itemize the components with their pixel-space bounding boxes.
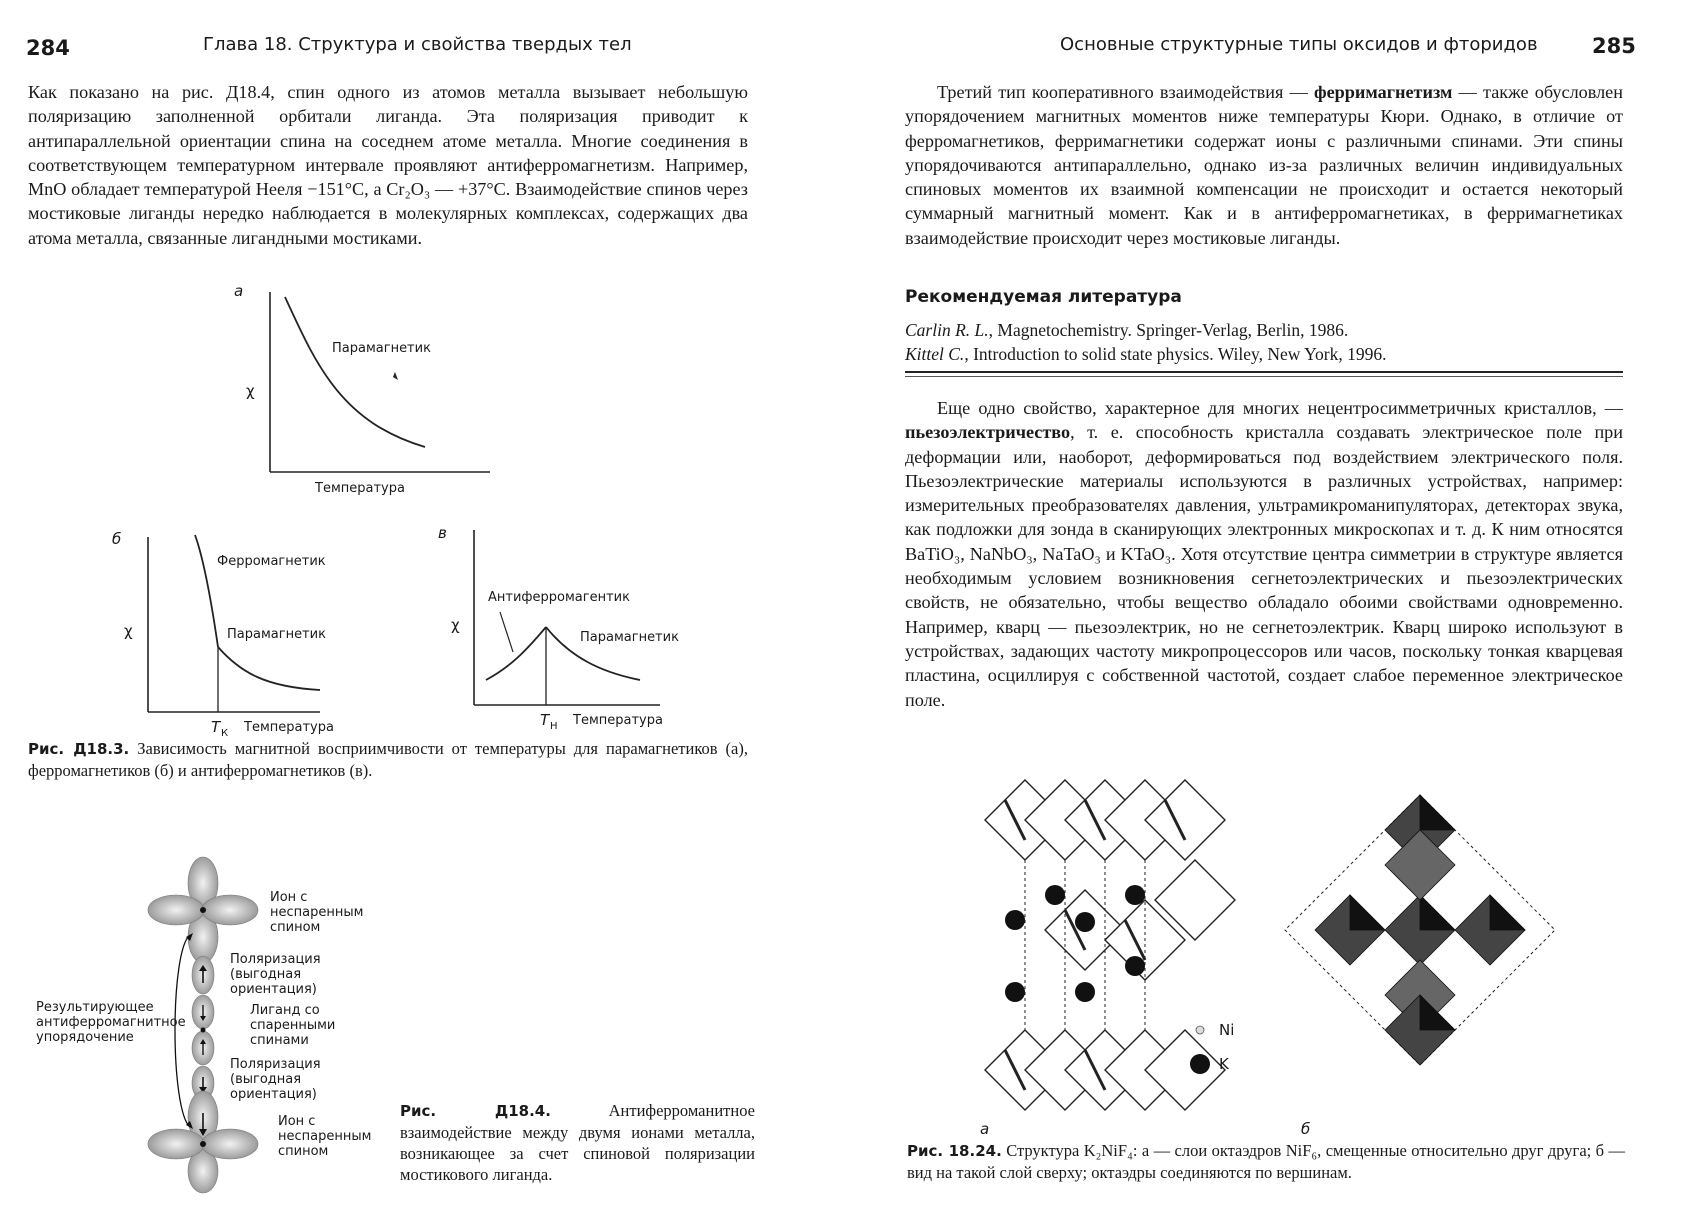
panel-c-letter: в xyxy=(438,524,447,542)
svg-text:антиферромагнитное: антиферромагнитное xyxy=(36,1015,186,1030)
svg-text:(выгодная: (выгодная xyxy=(230,1072,302,1087)
structure-letter-b: б xyxy=(1301,1120,1311,1138)
panel-c xyxy=(438,524,679,732)
svg-text:Ион с: Ион с xyxy=(278,1114,316,1129)
figure-18-24-caption xyxy=(907,1140,1625,1183)
svg-text:Ион с: Ион с xyxy=(270,890,308,905)
label-ligand xyxy=(250,1003,335,1048)
panel-b-ferro-curve xyxy=(195,535,218,647)
section-rule-top xyxy=(905,371,1623,373)
panel-c-pointer xyxy=(500,612,513,652)
legend-k-marker xyxy=(1190,1054,1210,1074)
left-running-head: Глава 18. Структура и свойства твердых тел xyxy=(203,34,632,55)
panel-c-antiferro-label: Антиферромагентик xyxy=(488,590,630,605)
result-bracket-arrow xyxy=(175,935,190,1127)
panel-c-antiferro-curve xyxy=(486,627,546,680)
svg-text:спином: спином xyxy=(278,1144,329,1159)
polarization-top-lobe xyxy=(192,956,214,994)
piezoelectricity-paragraph: Еще одно свойство, характерное для многих нецентросимметричных кристаллов, — пьезоэлектричество, т. е. способность кристалла создавать электрическое поле при деформации или, наоборот, деформироваться под воздействием электрического поля. Пьезоэлектрические материалы используются в различных устройствах, например: измерительных преобразователях давления, ультрамикроманипуляторах, детекторах звука, как подложки для зонда в сканирующих электронных микроскопах и т. д. К ним относятся BaTiO₃, NaNbO₃, NaTaO₃ и KTaO₃. Хотя отсутствие центра симметрии в структуре является необходимым условием возникновения сегнетоэлектрических и пьезоэлектрических свойств, не обязательно, чтобы вещество обладало обоими свойствами одновременно. Например, кварц — пьезоэлектрик, но не сегнетоэлектрик. Кварц широко используют в устройствах, задающих частоту микропроцессоров или часов, поскольку тонкая кварцевая пластина, осциллируя с собственной частотой, создает слабое переменное электрическое поле. xyxy=(905,398,1623,710)
label-ion-top xyxy=(270,890,363,935)
svg-text:спаренными: спаренными xyxy=(250,1018,336,1033)
panel-a-x-axis: Температура xyxy=(315,481,405,496)
literature-list xyxy=(905,318,1623,366)
svg-text:спином: спином xyxy=(270,920,321,935)
legend-ni-marker xyxy=(1196,1026,1204,1034)
ferrimagnetism-term: ферримагнетизм xyxy=(1314,82,1453,102)
intro-paragraph: Как показано на рис. Д18.4, спин одного из атомов металла вызывает небольшую поляризацию заполненной орбитали лиганда. Эта поляризация приводит к антипараллельной ориентации спина на соседнем атоме металла. Многие соединения в соответствующем температурном интервале проявляют антиферромагнетизм. Например, MnO обладает температурой Нееля −151°C, а Cr₂O₃ — +37°C. Взаимодействие спинов через мостиковые лиганды нередко наблюдается в молекулярных комплексах, содержащих два атома металла, связанные лигандными мостиками. xyxy=(28,82,748,248)
piezoelectricity-term: пьезоэлектричество xyxy=(905,422,1071,443)
figure-18-24-structure xyxy=(965,770,1565,1140)
svg-text:ориентация): ориентация) xyxy=(230,982,317,997)
literature-ref-1: Carlin R. L., Magnetochemistry. Springer-Verlag, Berlin, 1986. xyxy=(905,320,1349,340)
section-rule-bottom xyxy=(905,376,1623,377)
panel-c-x-axis: Температура xyxy=(573,713,663,728)
structure-panel-b xyxy=(1285,795,1555,1065)
label-polarization-bottom xyxy=(230,1057,321,1102)
svg-text:Поляризация: Поляризация xyxy=(230,1057,321,1072)
panel-b-tick-sub: К xyxy=(221,728,229,739)
figure-d18-3-graphs xyxy=(100,282,720,742)
figure-d18-4-caption-text: Антиферроманитное взаимодействие между двумя ионами металла, возникающее за счет спиновой поляризации мостикового лиганда. xyxy=(400,1101,755,1184)
svg-text:неспаренным: неспаренным xyxy=(278,1129,372,1144)
panel-a-letter: а xyxy=(234,282,244,300)
panel-b-tick-t: T xyxy=(211,718,221,736)
panel-b xyxy=(112,530,334,739)
svg-text:неспаренным: неспаренным xyxy=(270,905,364,920)
structure-letter-a: а xyxy=(980,1120,990,1138)
panel-c-tick-t: T xyxy=(540,711,550,729)
figure-d18-3-caption-text: Зависимость магнитной восприимчивости от температуры для парамагнетиков (а), ферромагнетиков (б) и антиферромагнетиков (в). xyxy=(28,739,748,780)
literature-heading: Рекомендуемая литература xyxy=(905,287,1182,307)
panel-c-tick-sub: Н xyxy=(550,721,558,732)
svg-text:Лиганд со: Лиганд со xyxy=(250,1003,320,1018)
panel-a-y-axis: χ xyxy=(246,382,255,400)
top-ion-orbital xyxy=(148,857,258,963)
figure-d18-3-caption xyxy=(28,738,748,781)
figure-d18-3-caption-label: Рис. Д18.3. xyxy=(28,740,130,758)
figure-18-24-caption-label: Рис. 18.24. xyxy=(907,1142,1002,1160)
svg-text:ориентация): ориентация) xyxy=(230,1087,317,1102)
bottom-ion-orbital xyxy=(148,1091,258,1193)
legend-ni-label: Ni xyxy=(1219,1021,1235,1039)
literature-ref-2: Kittel C., Introduction to solid state physics. Wiley, New York, 1996. xyxy=(905,344,1387,364)
panel-b-letter: б xyxy=(112,530,122,548)
panel-b-y-axis: χ xyxy=(124,622,133,640)
panel-c-y-axis: χ xyxy=(451,616,460,634)
figure-18-24-caption-text: Структура K₂NiF₄: а — слои октаэдров NiF₆, смещенные относительно друг друга; б — вид на такой слой сверху; октаэдры соединяются по вершинам. xyxy=(907,1141,1625,1182)
panel-a xyxy=(234,282,490,496)
figure-d18-4-diagram xyxy=(30,855,400,1195)
right-page-number: 285 xyxy=(1592,34,1636,58)
label-polarization-top xyxy=(230,952,321,997)
figure-d18-4-caption-label: Рис. Д18.4. xyxy=(400,1102,551,1120)
panel-b-ferro-label: Ферромагнетик xyxy=(217,554,326,569)
panel-b-x-axis: Температура xyxy=(244,720,334,735)
svg-text:спинами: спинами xyxy=(250,1033,309,1048)
legend-k-label: K xyxy=(1219,1055,1229,1073)
panel-a-mark xyxy=(393,372,398,380)
left-page-number: 284 xyxy=(26,36,70,60)
panel-b-para-curve xyxy=(218,647,320,690)
svg-text:Поляризация: Поляризация xyxy=(230,952,321,967)
panel-c-para-label: Парамагнетик xyxy=(580,630,679,645)
ligand-orbital xyxy=(192,995,214,1065)
svg-text:(выгодная: (выгодная xyxy=(230,967,302,982)
label-ion-bottom xyxy=(278,1114,371,1159)
right-running-head: Основные структурные типы оксидов и фторидов xyxy=(1060,34,1538,55)
svg-text:Результирующее: Результирующее xyxy=(36,1000,154,1015)
label-result xyxy=(36,1000,186,1045)
svg-text:упорядочение: упорядочение xyxy=(36,1030,134,1045)
figure-d18-4-caption xyxy=(400,1100,755,1185)
panel-b-para-label: Парамагнетик xyxy=(227,627,326,642)
ferrimagnetism-paragraph: Третий тип кооперативного взаимодействия — ферримагнетизм — также обусловлен упорядочением магнитных моментов ниже температуры Кюри. Однако, в отличие от ферромагнетиков, ферримагнетики содержат ионы с различными спинами. Эти спины упорядочиваются антипараллельно, однако из-за различных величин индивидуальных спиновых моментов их взаимной компенсации не происходит и остается некоторый суммарный магнитный момент. Как и в антиферромагнетиках, в ферримагнетиках взаимодействие происходит через мостиковые лиганды. xyxy=(905,82,1623,248)
panel-a-curve-label: Парамагнетик xyxy=(332,341,431,356)
panel-a-curve xyxy=(285,297,425,447)
